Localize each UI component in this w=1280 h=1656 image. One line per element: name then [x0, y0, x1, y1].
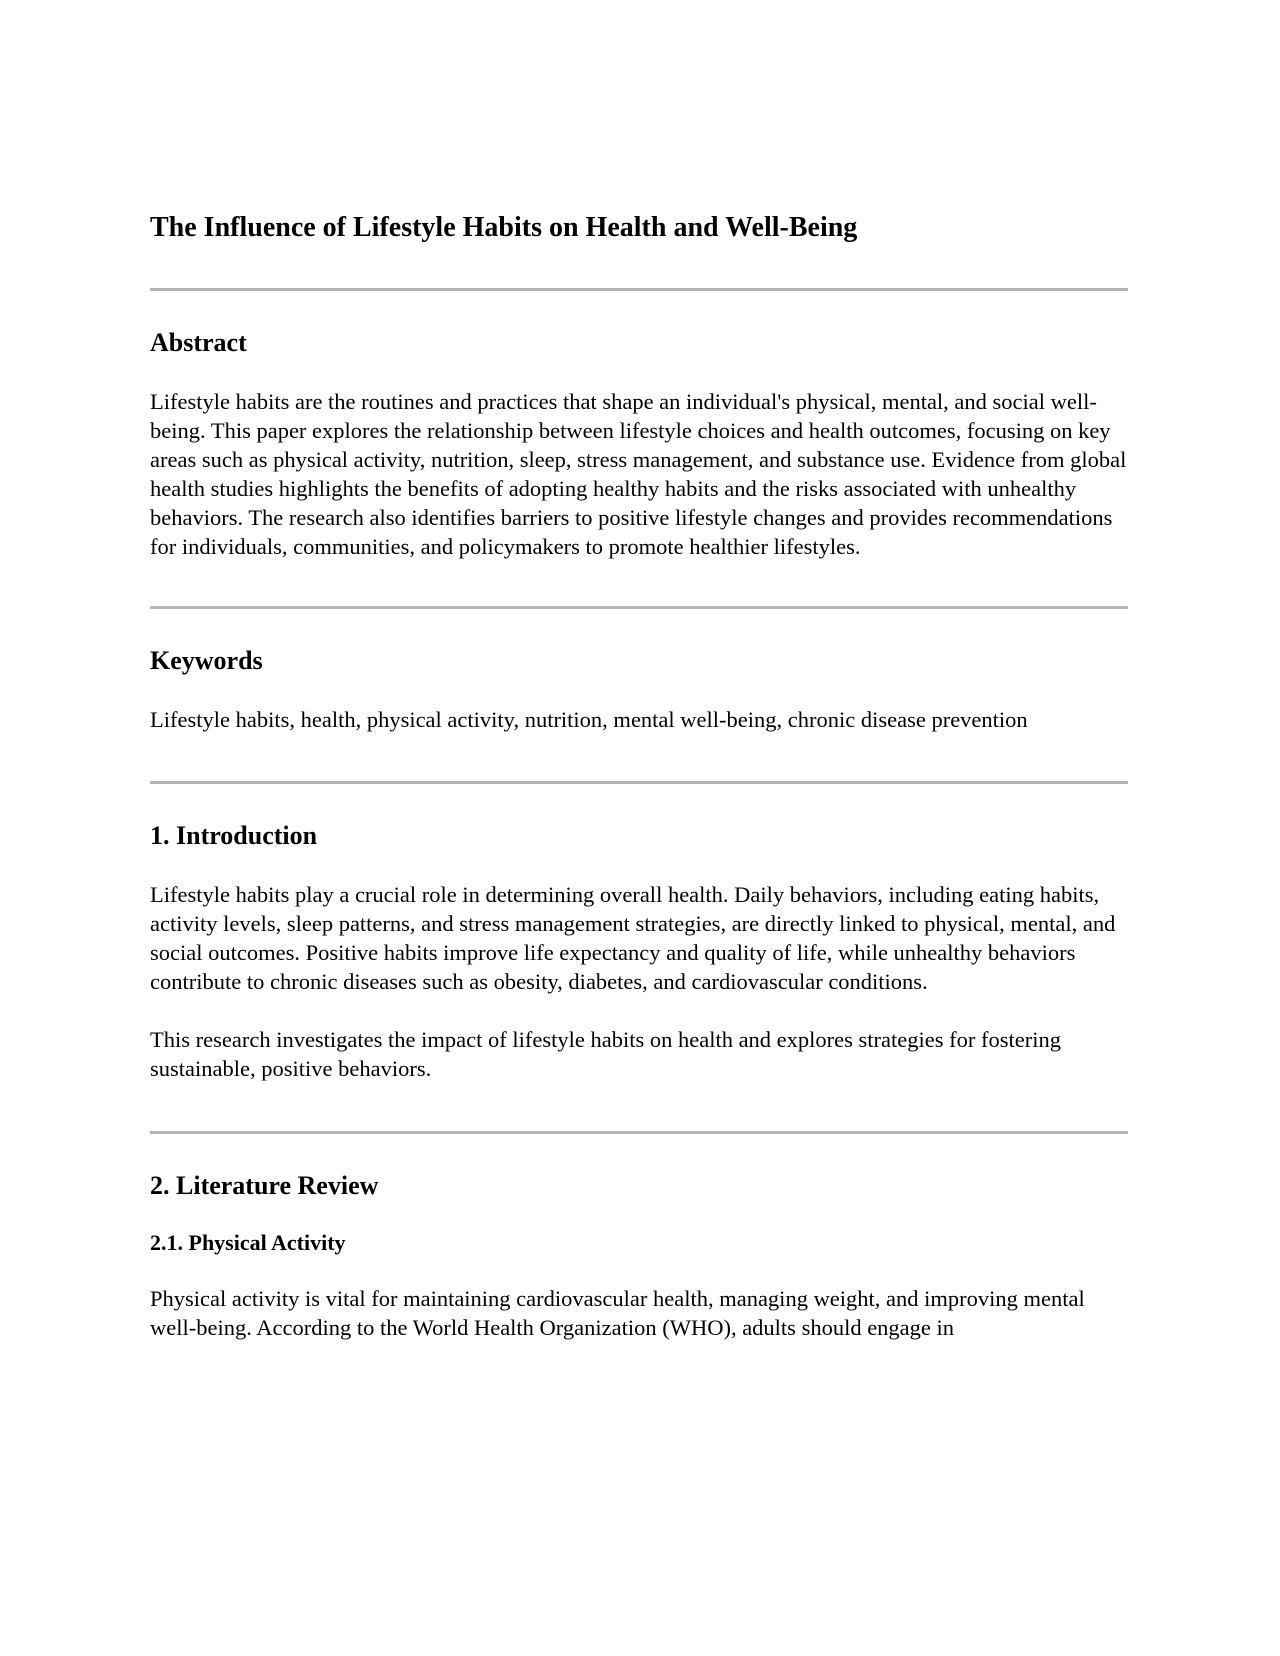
abstract-section: [150, 325, 1130, 561]
introduction-paragraph: This research investigates the impact of lifestyle habits on health and explores strategies for fostering sustainable, positive behaviors.: [150, 1027, 1061, 1081]
introduction-paragraph: Lifestyle habits play a crucial role in determining overall health. Daily behaviors, including eating habits, activity levels, sleep patterns, and stress management strategies, are directly linked to physical, mental, and social outcomes. Positive habits improve life expectancy and quality of life, while unhealthy behaviors contribute to chronic diseases such as obesity, diabetes, and cardiovascular conditions.: [150, 882, 1116, 994]
literature-review-heading: 2. Literature Review: [150, 1171, 379, 1200]
keywords-body: Lifestyle habits, health, physical activity, nutrition, mental well-being, chronic disease prevention: [150, 707, 1028, 732]
keywords-section: [150, 643, 1130, 734]
abstract-heading: Abstract: [150, 328, 247, 357]
paper-title: The Influence of Lifestyle Habits on Health and Well-Being: [150, 212, 858, 243]
abstract-body: Lifestyle habits are the routines and practices that shape an individual's physical, mental, and social well-being. This paper explores the relationship between lifestyle choices and health outcomes, focusing on key areas such as physical activity, nutrition, sleep, stress management, and substance use. Evidence from global health studies highlights the benefits of adopting healthy habits and the risks associated with unhealthy behaviors. The research also identifies barriers to positive lifestyle changes and provides recommendations for individuals, communities, and policymakers to promote healthier lifestyles.: [150, 389, 1127, 559]
introduction-heading: 1. Introduction: [150, 821, 318, 850]
section-divider: [150, 1131, 1128, 1134]
literature-review-section: [150, 1168, 1130, 1342]
introduction-section: [150, 818, 1130, 1083]
physical-activity-body: Physical activity is vital for maintaining cardiovascular health, managing weight, and improving mental well-being. According to the World Health Organization (WHO), adults should engage in: [150, 1286, 1085, 1340]
paper-content: [150, 206, 1130, 1342]
section-divider: [150, 288, 1128, 291]
section-divider: [150, 606, 1128, 609]
physical-activity-subheading: 2.1. Physical Activity: [150, 1230, 346, 1255]
section-divider: [150, 781, 1128, 784]
keywords-heading: Keywords: [150, 646, 263, 675]
